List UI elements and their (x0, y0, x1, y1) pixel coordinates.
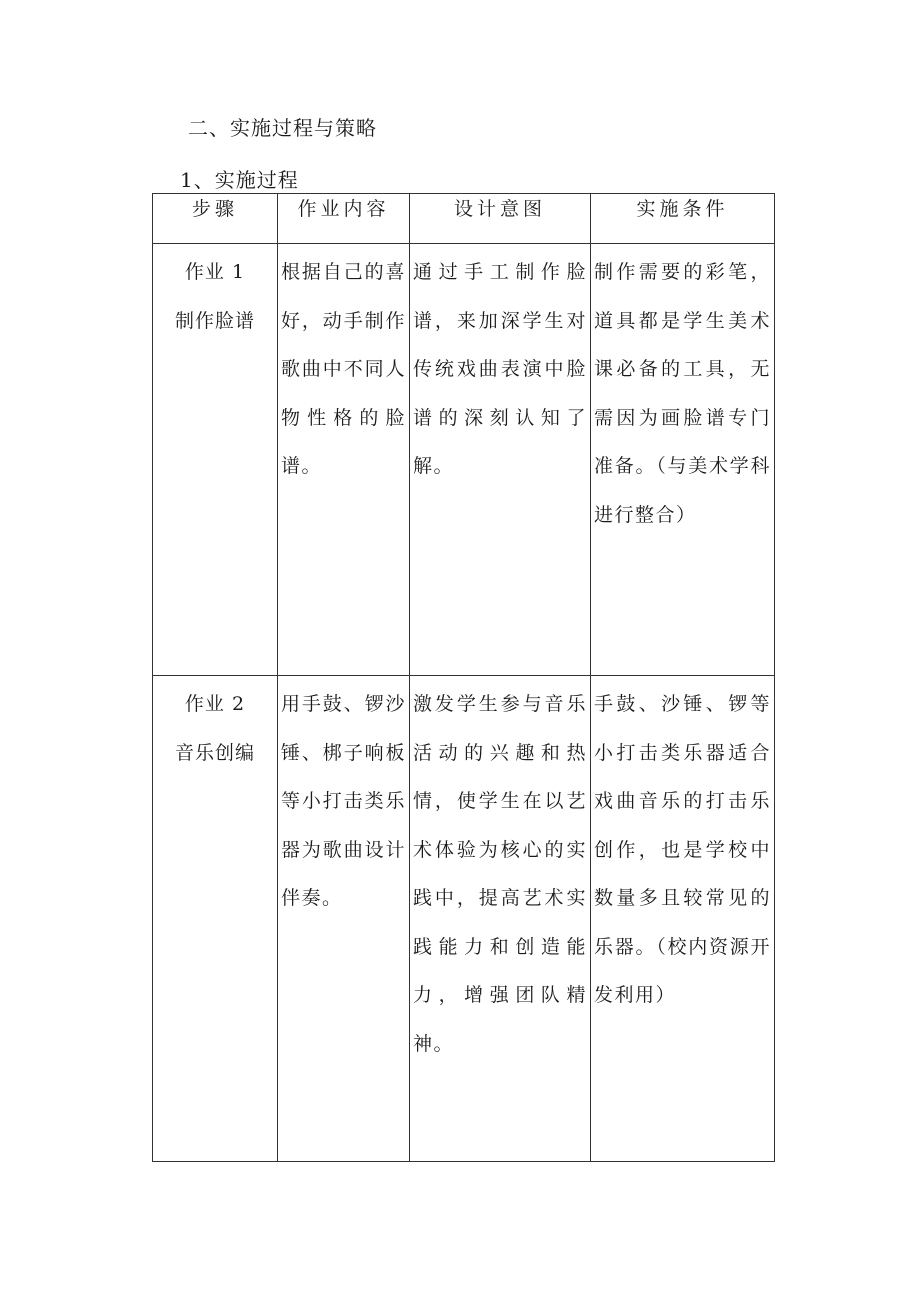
content-text: 用手鼓、锣沙锤、梆子响板等小打击类乐器为歌曲设计伴奏。 (281, 693, 406, 909)
conditions-cell (591, 244, 775, 676)
step-name: 制作脸谱 (174, 309, 255, 332)
table-row (153, 676, 775, 1162)
conditions-text: 手鼓、沙锤、锣等小打击类乐器适合戏曲音乐的打击乐创作，也是学校中数量多且较常见的乐器。（校内资源开发利用） (594, 693, 771, 1006)
intent-text: 通过手工制作脸谱，来加深学生对传统戏曲表演中脸谱的深刻认知了解。 (413, 261, 587, 477)
step-number: 作业 1 (184, 261, 246, 283)
conditions-cell (591, 676, 775, 1162)
table-header-row (153, 194, 775, 244)
conditions-text: 制作需要的彩笔，道具都是学生美术课必备的工具，无需因为画脸谱专门准备。（与美术学科进行整合） (594, 261, 771, 526)
header-content: 作业内容 (278, 194, 410, 244)
intent-cell (410, 676, 591, 1162)
implementation-table (152, 193, 775, 1162)
content-cell (278, 676, 410, 1162)
intent-cell (410, 244, 591, 676)
step-cell (153, 676, 278, 1162)
step-name: 音乐创编 (174, 741, 255, 764)
subsection-title: 1、实施过程 (180, 168, 299, 192)
section-title: 二、实施过程与策略 (188, 116, 377, 140)
header-intent: 设计意图 (410, 194, 591, 244)
step-cell (153, 244, 278, 676)
content-cell (278, 244, 410, 676)
header-step: 步骤 (153, 194, 278, 244)
content-text: 根据自己的喜好，动手制作歌曲中不同人物性格的脸谱。 (281, 261, 406, 477)
intent-text: 激发学生参与音乐活动的兴趣和热情，使学生在以艺术体验为核心的实践中，提高艺术实践能力和创造能力，增强团队精神。 (413, 693, 587, 1055)
header-conditions: 实施条件 (591, 194, 775, 244)
step-number: 作业 2 (184, 693, 246, 715)
table-row (153, 244, 775, 676)
